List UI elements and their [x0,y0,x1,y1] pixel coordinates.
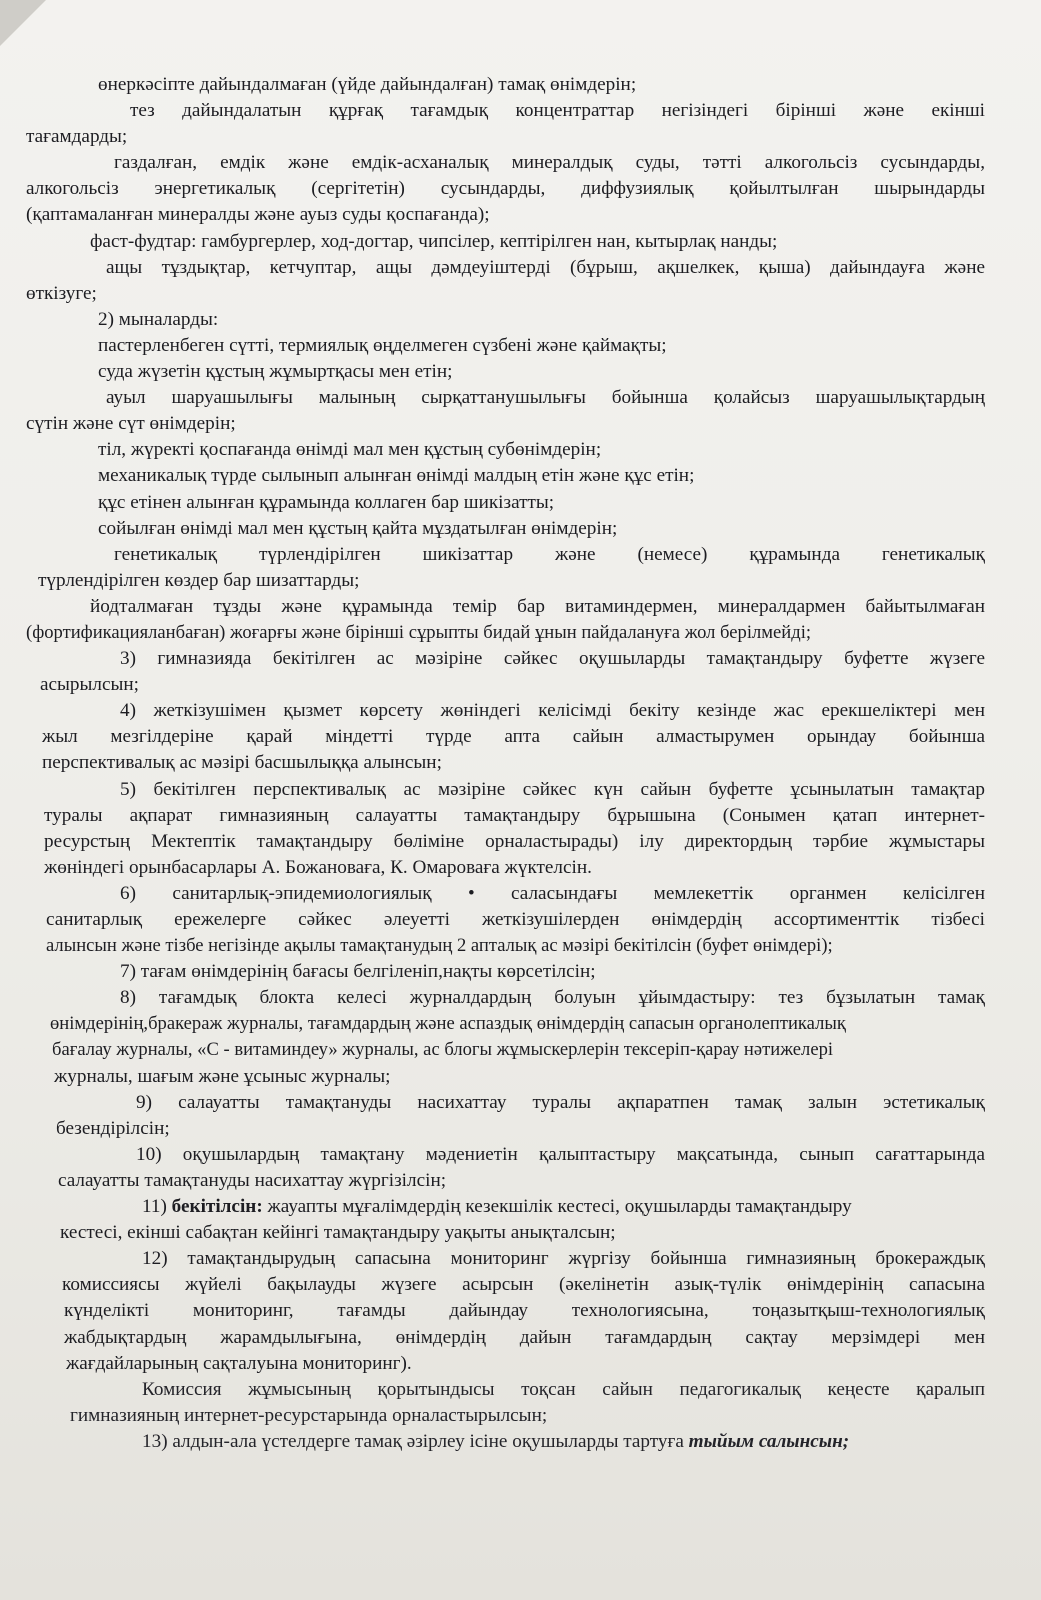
text-line: өткізуге; [26,282,97,304]
text-line: 12) тамақтандырудың сапасына мониторинг жүргізу бойынша гимназияның брокераждық [142,1248,985,1270]
text-line: өнімдерінің,бракераж журналы, тағамдардың және аспаздық өнімдердің сапасын органолептикалық [50,1013,846,1035]
text-line: газдалған, емдік және емдік-асханалық минералдық суды, тәтті алкогольсіз сусындарды, [114,152,985,174]
text-line: 2) мыналарды: [98,308,219,330]
text-line: ащы тұздықтар, кетчуптар, ащы дәмдеуіштерді (бұрыш, ақшелкек, қыша) дайындауға және [106,256,985,278]
text-line: алынсын және тізбе негізінде ақылы тамақтанудың 2 апталық ас мәзірі бекітілсін (буфет өнімдері); [46,935,833,957]
text-line: журналы, шағым және ұсыныс журналы; [54,1065,391,1087]
line-text: 13) алдын-ала үстелдерге тамақ әзірлеу ісіне оқушыларды тартуға [142,1430,684,1452]
line-text: жауапты мұғалімдердің кезекшілік кестесі, оқушыларды тамақтандыру [267,1196,852,1218]
text-line: жөніндегі орынбасарлары А. Божановаға, К. Омароваға жүктелсін. [44,856,592,878]
text-line: безендірілсін; [56,1117,170,1139]
text-line: Комиссия жұмысының қорытындысы тоқсан сайын педагогикалық кеңесте қаралып [142,1378,985,1400]
bold-keyword: бекітілсін: [171,1196,263,1218]
page-corner-fold [0,0,46,46]
text-line: тіл, жүректі қоспағанда өнімді мал мен құстың субөнімдерін; [98,439,602,461]
text-line: түрлендірілген көздер бар шизаттарды; [38,569,360,591]
text-line: салауатты тамақтануды насихаттау жүргізілсін; [58,1169,447,1191]
text-line: бағалау журналы, «С - витаминдеу» журналы, ас блогы жұмыскерлерін тексеріп-қарау нәтижелері [52,1039,834,1061]
text-line: жыл мезгілдеріне қарай міндетті түрде апта сайын алмастырумен орындау бойынша [42,726,985,748]
text-line: асырылсын; [40,674,139,696]
text-line: туралы ақпарат гимназияның салауатты тамақтандыру бұрышына (Сонымен қатап интернет- [44,804,985,826]
text-line: 6) санитарлық-эпидемиологиялық • саласындағы мемлекеттік органмен келісілген [120,882,985,904]
text-line: жағдайларының сақталуына мониторинг). [66,1352,412,1374]
text-line: ресурстың Мектептік тамақтандыру бөліміне орналастырады) ілу директордың тәрбие жұмыстары [44,830,985,852]
text-line: 3) гимназияда бекітілген ас мәзіріне сәйкес оқушыларды тамақтандыру буфетте жүзеге [120,648,985,670]
text-line [26,1194,985,1220]
text-line: тағамдарды; [26,126,128,148]
text-line: механикалық түрде сылынып алынған өнімді малдың етін және құс етін; [98,465,695,487]
text-line: пастерленбеген сүтті, термиялық өңделмеген сүзбені және қаймақты; [98,334,667,356]
text-line: сойылған өнімді мал мен құстың қайта мұздатылған өнімдерін; [98,517,618,539]
text-line: 7) тағам өнімдерінің бағасы белгіленіп,нақты көрсетілсін; [120,961,596,983]
text-line: ауыл шаруашылығы малының сырқаттанушылығы бойынша қолайсыз шаруашылықтардың [106,387,985,409]
text-line: 9) салауатты тамақтануды насихаттау туралы ақпаратпен тамақ залын эстетикалық [136,1091,985,1113]
text-line: алкогольсіз энергетикалық (сергітетін) сусындарды, диффузиялық қойылтылған шырындарды [26,178,985,200]
text-line: фаст-фудтар: гамбургерлер, ход-догтар, чипсілер, кептірілген нан, кытырлақ нанды; [90,230,778,252]
text-line: 8) тағамдық блокта келесі журналдардың болуын ұйымдастыру: тез бұзылатын тамақ [120,987,985,1009]
text-line: санитарлық ережелерге сәйкес әлеуетті жеткізушілерден өнімдердің ассортименттік тізбесі [46,909,985,930]
text-line: гимназияның интернет-ресурстарында орналастырылсын; [70,1404,548,1426]
text-line: сүтін және сүт өнімдерін; [26,413,236,435]
italic-emphasis: тыйым салынсын; [688,1430,850,1452]
text-line: 10) оқушылардың тамақтану мәдениетін қалыптастыру мақсатында, сынып сағаттарында [136,1143,985,1165]
text-line: йодталмаған тұзды және құрамында темір бар витаминдермен, минералдармен байытылмаған [90,595,985,617]
text-line: (қаптамаланған минералды және ауыз суды қоспағанда); [26,204,490,226]
item-number: 11) [142,1196,167,1218]
text-line: жабдықтардың жарамдылығына, өнімдердің дайын тағамдардың сақтау мерзімдері мен [64,1326,985,1348]
text-line: тез дайындалатын құрғақ тағамдық концентраттар негізіндегі бірінші және екінші [130,100,985,122]
text-line [26,1429,985,1455]
text-line: генетикалық түрлендірілген шикізаттар және (немесе) құрамында генетикалық [114,543,985,565]
text-line: өнеркәсіпте дайындалмаған (үйде дайындалған) тамақ өнімдерін; [98,74,637,95]
text-line: (фортификацияланбаған) жоғарғы және бірінші сұрыпты бидай ұнын пайдалануға жол берілмейді; [26,621,812,643]
text-line: күнделікті мониторинг, тағамды дайындау технологиясына, тоңазытқыш-технологиялық [64,1300,985,1322]
text-line: 5) бекітілген перспективалық ас мәзіріне сәйкес күн сайын буфетте ұсынылатын тамақтар [120,778,985,800]
text-line: құс етінен алынған құрамында коллаген бар шикізатты; [98,491,555,513]
text-line: кестесі, екінші сабақтан кейінгі тамақтандыру уақыты анықталсын; [60,1222,616,1244]
text-line: суда жүзетін құстың жұмыртқасы мен етін; [98,361,453,383]
text-line: перспективалық ас мәзірі басшылыққа алынсын; [42,752,442,774]
text-line: 4) жеткізушімен қызмет көрсету жөніндегі келісімді бекіту кезінде жас ерекшеліктері мен [120,700,985,722]
text-line: комиссиясы жүйелі бақылауды жүзеге асырсын (әкелінетін азық-түлік өнімдерінің сапасына [62,1274,985,1296]
